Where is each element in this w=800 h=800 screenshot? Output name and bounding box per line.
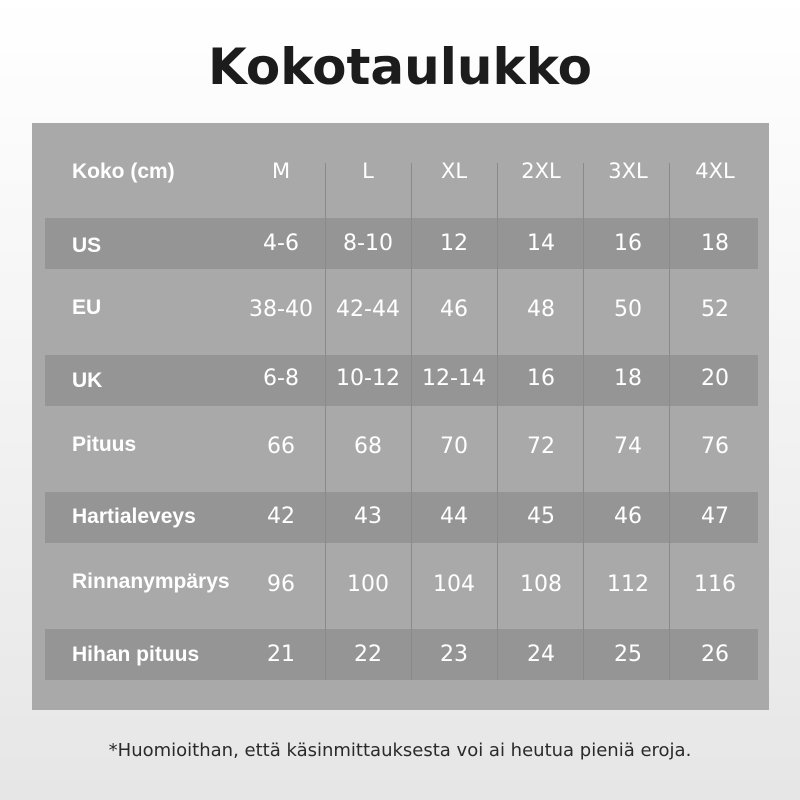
table-cell: 26 bbox=[701, 642, 729, 667]
table-cell: 66 bbox=[267, 434, 295, 459]
table-cell: 112 bbox=[607, 572, 649, 597]
row-label: EU bbox=[72, 296, 102, 319]
table-cell: 100 bbox=[347, 572, 389, 597]
table-cell: 104 bbox=[433, 572, 475, 597]
row-label: Rinnanympärys bbox=[72, 570, 230, 593]
header-size-2xl: 2XL bbox=[521, 159, 561, 183]
table-row-hihan-pituus bbox=[0, 629, 800, 680]
header-size-3xl: 3XL bbox=[608, 159, 648, 183]
table-cell: 18 bbox=[701, 231, 729, 256]
table-cell: 18 bbox=[614, 366, 642, 391]
table-cell: 46 bbox=[440, 297, 468, 322]
row-label: US bbox=[72, 234, 102, 257]
measurement-note: *Huomioithan, että käsinmittauksesta voi ai heutua pieniä eroja. bbox=[108, 740, 692, 761]
table-header-row bbox=[0, 146, 800, 197]
table-cell: 72 bbox=[527, 434, 555, 459]
table-cell: 47 bbox=[701, 504, 729, 529]
header-label: Koko (cm) bbox=[72, 160, 175, 183]
table-cell: 52 bbox=[701, 297, 729, 322]
table-cell: 10-12 bbox=[336, 366, 400, 391]
table-cell: 4-6 bbox=[263, 231, 299, 256]
header-size-xl: XL bbox=[440, 159, 468, 183]
table-row-uk bbox=[0, 353, 800, 404]
table-cell: 48 bbox=[527, 297, 555, 322]
table-row-eu bbox=[0, 284, 800, 335]
table-cell: 12 bbox=[440, 231, 468, 256]
row-label: UK bbox=[72, 369, 103, 392]
table-cell: 70 bbox=[440, 434, 468, 459]
table-cell: 96 bbox=[267, 572, 295, 597]
table-cell: 50 bbox=[614, 297, 642, 322]
table-cell: 21 bbox=[267, 642, 295, 667]
table-cell: 45 bbox=[527, 504, 555, 529]
table-row-us bbox=[0, 218, 800, 269]
table-cell: 74 bbox=[614, 434, 642, 459]
table-cell: 38-40 bbox=[249, 297, 313, 322]
table-cell: 24 bbox=[527, 642, 555, 667]
header-size-l: L bbox=[362, 159, 374, 183]
table-row-hartialeveys bbox=[0, 491, 800, 542]
header-size-4xl: 4XL bbox=[695, 159, 735, 183]
table-cell: 116 bbox=[694, 572, 736, 597]
table-cell: 108 bbox=[520, 572, 562, 597]
table-cell: 42 bbox=[267, 504, 295, 529]
table-row-rinnanymparys bbox=[0, 559, 800, 610]
table-cell: 44 bbox=[440, 504, 468, 529]
table-row-pituus bbox=[0, 421, 800, 472]
table-cell: 16 bbox=[614, 231, 642, 256]
table-cell: 46 bbox=[614, 504, 642, 529]
table-cell: 16 bbox=[527, 366, 555, 391]
table-cell: 76 bbox=[701, 434, 729, 459]
size-table-panel bbox=[32, 123, 769, 710]
table-cell: 23 bbox=[440, 642, 468, 667]
row-label: Hihan pituus bbox=[72, 643, 200, 666]
row-label: Pituus bbox=[72, 433, 137, 456]
table-cell: 20 bbox=[701, 366, 729, 391]
table-cell: 12-14 bbox=[422, 366, 486, 391]
table-cell: 14 bbox=[527, 231, 555, 256]
table-cell: 42-44 bbox=[336, 297, 400, 322]
table-cell: 8-10 bbox=[343, 231, 393, 256]
table-cell: 43 bbox=[354, 504, 382, 529]
row-label: Hartialeveys bbox=[72, 505, 196, 528]
table-cell: 25 bbox=[614, 642, 642, 667]
table-cell: 22 bbox=[354, 642, 382, 667]
table-cell: 6-8 bbox=[263, 366, 299, 391]
page-title: Kokotaulukko bbox=[208, 38, 592, 96]
header-size-m: M bbox=[271, 159, 291, 183]
table-cell: 68 bbox=[354, 434, 382, 459]
